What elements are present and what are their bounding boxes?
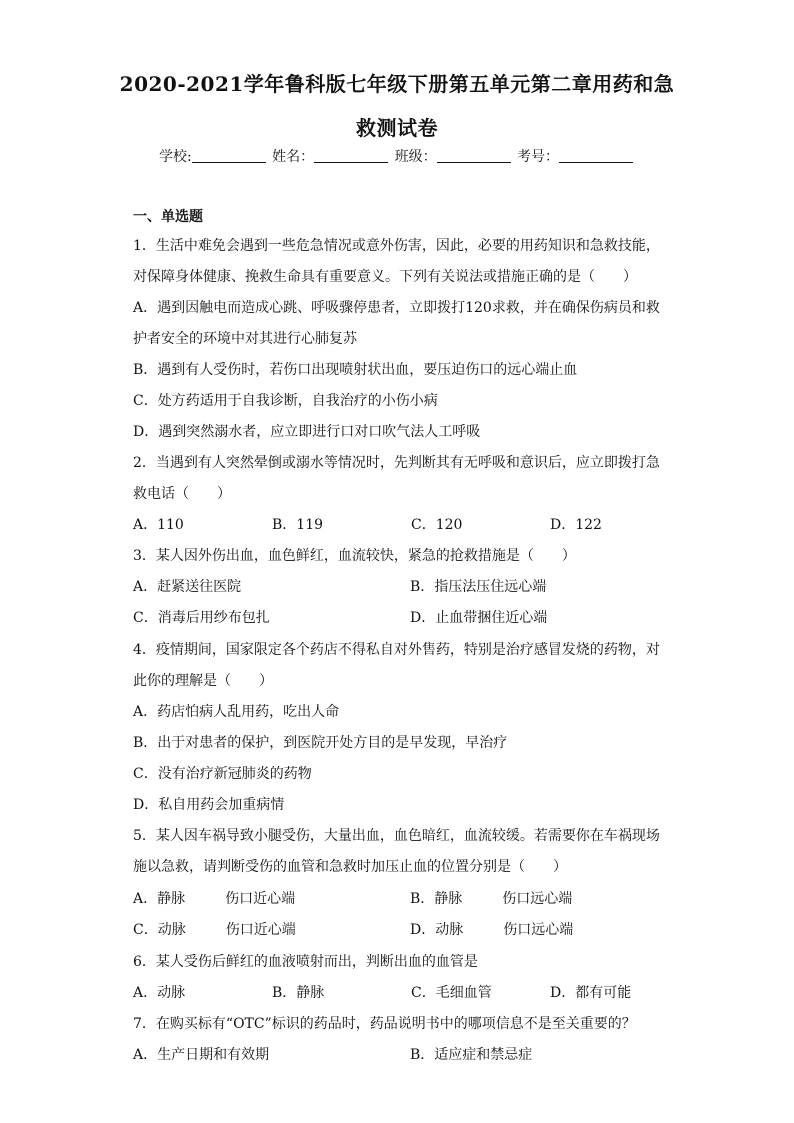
question-2-option-c: C．120 xyxy=(411,517,463,533)
question-1-option-a-1: A．遇到因触电而造成心跳、呼吸骤停患者，立即拨打120求救，并在确保伤病员和救 xyxy=(133,300,660,316)
question-3-options-row2 xyxy=(133,607,687,627)
question-2-option-d: D．122 xyxy=(550,517,602,533)
question-3-options-row1 xyxy=(133,576,687,596)
section-title: 一、单选题 xyxy=(133,209,203,225)
question-7-stem: 7．在购买标有“OTC”标识的药品时，药品说明书中的哪项信息不是至关重要的？ xyxy=(133,1016,636,1032)
question-4-option-c: C．没有治疗新冠肺炎的药物 xyxy=(133,766,312,782)
question-5-option-c-position: 伤口近心端 xyxy=(225,922,296,938)
question-2-options xyxy=(133,514,689,534)
question-7-option-a: A．生产日期和有效期 xyxy=(133,1047,270,1063)
question-5-stem-2: 施以急救，请判断受伤的血管和急救时加压止血的位置分别是（ ） xyxy=(133,859,567,875)
question-5-option-a xyxy=(133,888,410,908)
name-blank xyxy=(314,147,388,163)
question-5-options-row2 xyxy=(133,919,687,939)
question-1-option-b: B．遇到有人受伤时，若伤口出现喷射状出血，要压迫伤口的远心端止血 xyxy=(133,362,578,378)
question-6-stem: 6．某人受伤后鲜红的血液喷射而出，判断出血的血管是 xyxy=(133,954,478,970)
question-2-option-b: B．119 xyxy=(272,517,324,533)
class-label: 班级： xyxy=(394,149,437,165)
question-2-stem-2: 救电话（ ） xyxy=(133,486,231,502)
page-title-line1: 2020-2021学年鲁科版七年级下册第五单元第二章用药和急 xyxy=(119,72,675,96)
question-6-option-b: B．静脉 xyxy=(272,985,325,1001)
question-5-option-b-position: 伤口远心端 xyxy=(502,891,573,907)
question-5-option-c-vessel: C．动脉 xyxy=(133,922,186,938)
question-2-option-a: A．110 xyxy=(133,517,184,533)
question-5-option-d xyxy=(410,919,687,939)
question-1-option-a-2: 护者安全的环境中对其进行心肺复苏 xyxy=(133,331,357,347)
number-blank xyxy=(559,147,633,163)
question-1-option-c: C．处方药适用于自我诊断，自我治疗的小伤小病 xyxy=(133,393,438,409)
question-4-stem-2: 此你的理解是（ ） xyxy=(133,673,273,689)
school-label: 学校: xyxy=(158,149,192,165)
question-5-option-b xyxy=(410,888,687,908)
question-5-option-a-position: 伤口近心端 xyxy=(225,891,296,907)
question-4-option-b: B．出于对患者的保护，到医院开处方目的是早发现，早治疗 xyxy=(133,735,508,751)
question-3-option-b: B．指压法压住远心端 xyxy=(410,579,547,595)
question-6-option-a: A．动脉 xyxy=(133,985,186,1001)
question-3-stem: 3．某人因外伤出血，血色鲜红，血流较快，紧急的抢救措施是（ ） xyxy=(133,548,576,564)
question-5-option-c xyxy=(133,919,410,939)
question-4-option-a: A．药店怕病人乱用药，吃出人命 xyxy=(133,704,340,720)
question-5-option-d-position: 伤口远心端 xyxy=(503,922,574,938)
page-title-line2: 救测试卷 xyxy=(356,116,438,140)
question-6-option-d: D．都有可能 xyxy=(550,985,632,1001)
question-7-options-row1 xyxy=(133,1044,687,1064)
number-label: 考号： xyxy=(517,149,560,165)
question-5-option-a-vessel: A．静脉 xyxy=(133,891,186,907)
question-5-options-row1 xyxy=(133,888,687,908)
question-2-stem-1: 2．当遇到有人突然晕倒或溺水等情况时，先判断其有无呼吸和意识后，应立即拨打急 xyxy=(133,455,660,471)
question-7-option-b: B．适应症和禁忌症 xyxy=(410,1047,533,1063)
class-blank xyxy=(437,147,511,163)
question-4-option-d: D．私自用药会加重病情 xyxy=(133,797,285,813)
question-3-option-a: A．赶紧送往医院 xyxy=(133,579,242,595)
question-4-stem-1: 4．疫情期间，国家限定各个药店不得私自对外售药，特别是治疗感冒发烧的药物，对 xyxy=(133,642,660,658)
name-label: 姓名： xyxy=(272,149,315,165)
question-3-option-d: D．止血带捆住近心端 xyxy=(410,610,548,626)
school-blank xyxy=(192,147,266,163)
question-3-option-c: C．消毒后用纱布包扎 xyxy=(133,610,270,626)
question-5-stem-1: 5．某人因车祸导致小腿受伤，大量出血，血色暗红，血流较缓。若需要你在车祸现场 xyxy=(133,828,660,844)
question-5-option-d-vessel: D．动脉 xyxy=(410,922,464,938)
question-1-stem-2: 对保障身体健康、挽救生命具有重要意义。下列有关说法或措施正确的是（ ） xyxy=(133,269,637,285)
question-1-stem-1: 1．生活中难免会遇到一些危急情况或意外伤害，因此，必要的用药知识和急救技能， xyxy=(133,238,660,254)
question-6-options xyxy=(133,982,689,1002)
question-6-option-c: C．毛细血管 xyxy=(411,985,492,1001)
question-5-option-b-vessel: B．静脉 xyxy=(410,891,463,907)
student-info-row xyxy=(0,146,794,166)
question-1-option-d: D．遇到突然溺水者，应立即进行口对口吹气法人工呼吸 xyxy=(133,424,481,440)
